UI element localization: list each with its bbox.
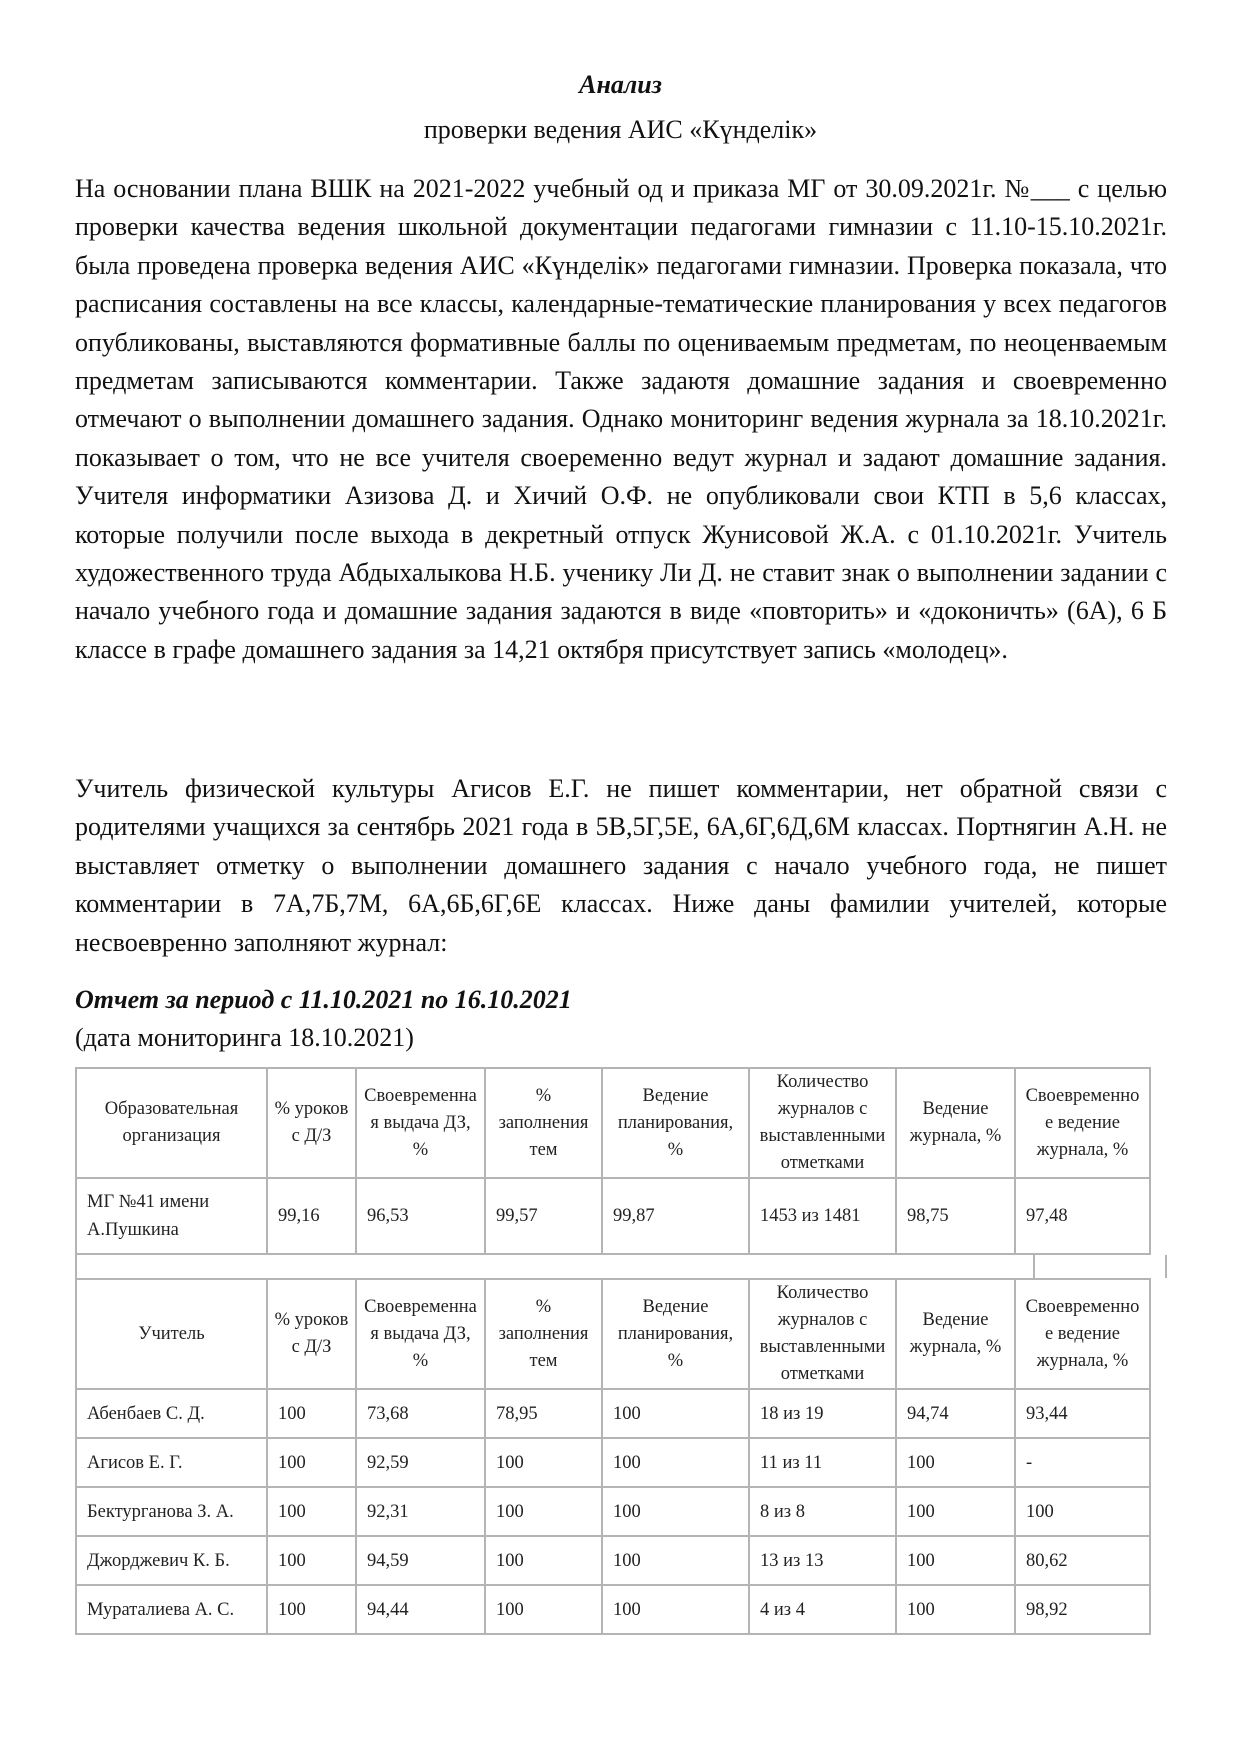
table-cell: 100	[485, 1585, 602, 1634]
header-cell: Ведение планирования, %	[602, 1279, 749, 1389]
table-row	[76, 1536, 1150, 1585]
table-cell: 92,31	[356, 1487, 485, 1536]
table-cell: 99,87	[602, 1178, 749, 1254]
table-cell: 100	[267, 1585, 356, 1634]
teacher-table	[75, 1278, 1151, 1635]
header-cell: Образовательная организация	[76, 1068, 267, 1178]
header-cell: Ведение планирования, %	[602, 1068, 749, 1178]
table-cell: 100	[602, 1487, 749, 1536]
table-cell: -	[1015, 1438, 1150, 1487]
header-cell: % заполнения тем	[485, 1068, 602, 1178]
table-cell: 80,62	[1015, 1536, 1150, 1585]
table-cell: 1453 из 1481	[749, 1178, 896, 1254]
table-header-row	[76, 1279, 1150, 1389]
table-cell: 93,44	[1015, 1389, 1150, 1438]
body-paragraph-1: На основании плана ВШК на 2021-2022 учебный од и приказа МГ от 30.09.2021г. №___ с целью проверки качества ведения школьной документации педагогами гимназии с 11.10-15.10.2021г. была проведена проверка ведения АИС «Күнделік» педагогами гимназии. Проверка показала, что расписания составлены на все классы, календарные-тематические планирования у всех педагогов опубликованы, выставляются формативные баллы по оцениваемым предметам, по неоценваемым предметам записываются комментарии. Также задаютя домашние задания и своевременно отмечают о выполнении домашнего задания. Однако мониторинг ведения журнала за 18.10.2021г. показывает о том, что не все учителя своеременно ведут журнал и задают домашние задания. Учителя информатики Азизова Д. и Хичий О.Ф. не опубликовали свои КТП в 5,6 классах, которые получили после выхода в декретный отпуск Жунисовой Ж.А. с 01.10.2021г. Учитель художественного труда Абдыхалыкова Н.Б. ученику Ли Д. не ставит знак о выполнении задании с начало учебного года и домашние задания задаются в виде «повторить» и «доконичть» (6А), 6 Б классе в графе домашнего задания за 14,21 октября присутствует запись «молодец».	[75, 174, 1167, 664]
table-cell: 100	[267, 1389, 356, 1438]
report-title: Отчет за период с 11.10.2021 по 16.10.2021	[75, 985, 572, 1014]
table-cell: 8 из 8	[749, 1487, 896, 1536]
table-cell: Абенбаев С. Д.	[76, 1389, 267, 1438]
table-cell: 100	[896, 1585, 1015, 1634]
table-cell: 100	[267, 1487, 356, 1536]
header-cell: Учитель	[76, 1279, 267, 1389]
table-cell: 100	[896, 1438, 1015, 1487]
table-cell: МГ №41 имени А.Пушкина	[76, 1178, 267, 1254]
table-cell: 100	[896, 1536, 1015, 1585]
table-cell: 92,59	[356, 1438, 485, 1487]
table-cell: 94,44	[356, 1585, 485, 1634]
table-cell: 100	[485, 1536, 602, 1585]
header-cell: Своевременна я выдача ДЗ, %	[356, 1068, 485, 1178]
table-cell: 100	[1015, 1487, 1150, 1536]
header-cell: Количество журналов с выставленными отметками	[749, 1279, 896, 1389]
org-summary-table	[75, 1067, 1151, 1255]
table-cell: 13 из 13	[749, 1536, 896, 1585]
header-cell: Своевременно е ведение журнала, %	[1015, 1279, 1150, 1389]
table-row	[76, 1487, 1150, 1536]
document-subtitle: проверки ведения АИС «Күнделік»	[423, 115, 818, 144]
header-cell: Своевременно е ведение журнала, %	[1015, 1068, 1150, 1178]
table-cell: 100	[602, 1536, 749, 1585]
table-cell: Агисов Е. Г.	[76, 1438, 267, 1487]
table-header-row	[76, 1068, 1150, 1178]
table-cell: 100	[896, 1487, 1015, 1536]
table-row	[76, 1389, 1150, 1438]
header-cell: % уроков с Д/З	[267, 1068, 356, 1178]
table-cell: 94,59	[356, 1536, 485, 1585]
table-cell: 73,68	[356, 1389, 485, 1438]
table-cell: 100	[267, 1438, 356, 1487]
table-cell: 18 из 19	[749, 1389, 896, 1438]
table-cell: Бектурганова З. А.	[76, 1487, 267, 1536]
table-cell: 11 из 11	[749, 1438, 896, 1487]
table-spacer-row	[75, 1255, 1167, 1278]
table-cell: 98,92	[1015, 1585, 1150, 1634]
header-cell: % уроков с Д/З	[267, 1279, 356, 1389]
header-cell: Ведение журнала, %	[896, 1068, 1015, 1178]
table-cell: Мураталиева А. С.	[76, 1585, 267, 1634]
table-cell: 96,53	[356, 1178, 485, 1254]
table-row	[76, 1585, 1150, 1634]
table-row	[76, 1178, 1150, 1254]
table-cell: 100	[485, 1487, 602, 1536]
header-cell: Ведение журнала, %	[896, 1279, 1015, 1389]
body-paragraph-2: Учитель физической культуры Агисов Е.Г. не пишет комментарии, нет обратной связи с родителями учащихся за сентябрь 2021 года в 5В,5Г,5Е, 6А,6Г,6Д,6М классах. Портнягин А.Н. не выставляет отметку о выполнении домашнего задания с начало учебного года, не пишет комментарии в 7А,7Б,7М, 6А,6Б,6Г,6Е классах. Ниже даны фамилии учителей, которые несвоевренно заполняют журнал:	[75, 774, 1167, 957]
table-cell: 100	[602, 1438, 749, 1487]
table-cell: 100	[602, 1389, 749, 1438]
table-cell: 100	[485, 1438, 602, 1487]
table-cell: 94,74	[896, 1389, 1015, 1438]
table-cell: 97,48	[1015, 1178, 1150, 1254]
table-cell: 99,16	[267, 1178, 356, 1254]
header-cell: Своевременна я выдача ДЗ, %	[356, 1279, 485, 1389]
report-date: (дата мониторинга 18.10.2021)	[75, 1023, 414, 1052]
table-cell: Джорджевич К. Б.	[76, 1536, 267, 1585]
table-cell: 100	[602, 1585, 749, 1634]
table-cell: 4 из 4	[749, 1585, 896, 1634]
table-row	[76, 1438, 1150, 1487]
table-cell: 99,57	[485, 1178, 602, 1254]
table-cell: 100	[267, 1536, 356, 1585]
header-cell: % заполнения тем	[485, 1279, 602, 1389]
document-title: Анализ	[579, 70, 662, 99]
header-cell: Количество журналов с выставленными отметками	[749, 1068, 896, 1178]
table-cell: 98,75	[896, 1178, 1015, 1254]
table-cell: 78,95	[485, 1389, 602, 1438]
